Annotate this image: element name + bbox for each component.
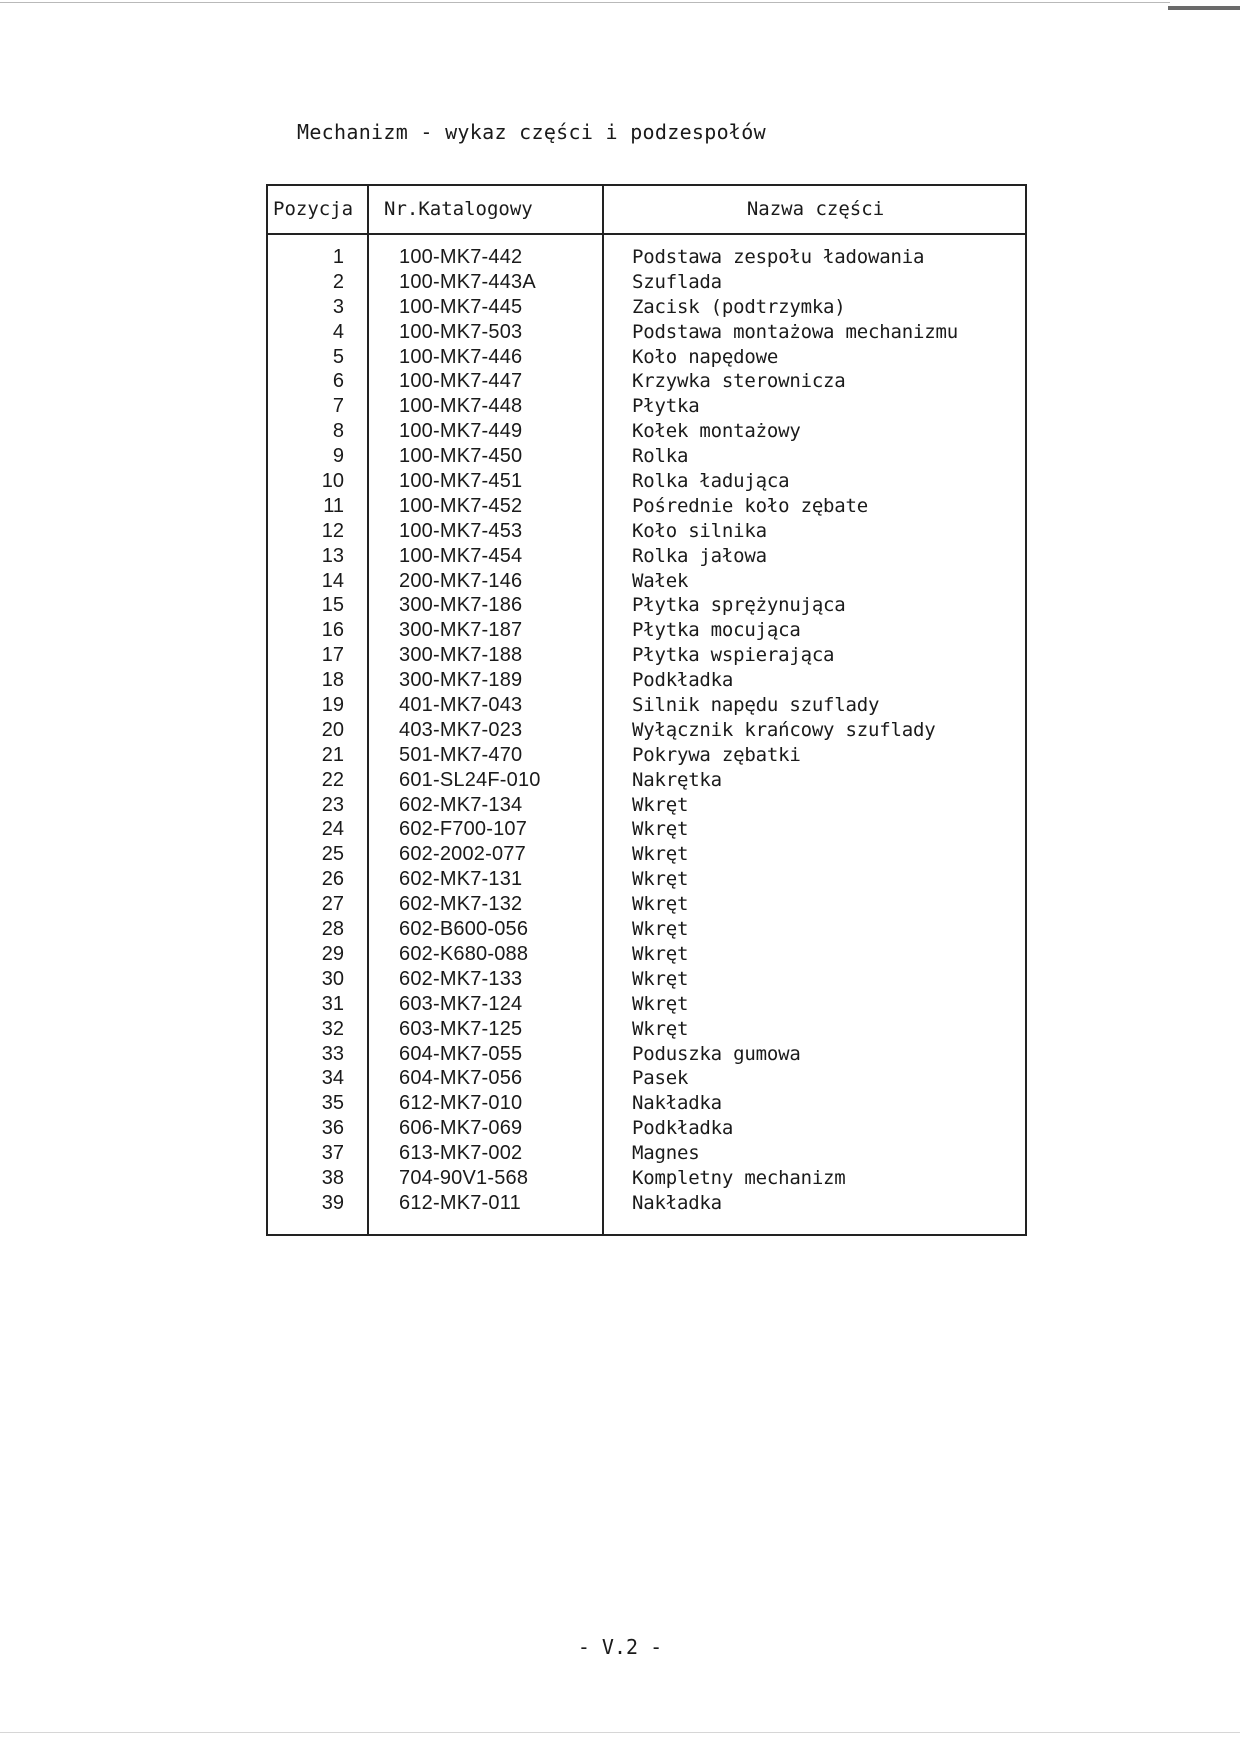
cell-nr-katalogowy: 100-MK7-452 <box>399 494 523 517</box>
cell-nazwa-czesci: Kompletny mechanizm <box>632 1166 846 1189</box>
table-row <box>268 668 1025 693</box>
cell-nr-katalogowy: 606-MK7-069 <box>399 1117 523 1140</box>
cell-nazwa-czesci: Wkręt <box>632 868 689 891</box>
cell-pozycja: 31 <box>321 992 344 1015</box>
cell-pozycja: 9 <box>332 445 344 468</box>
cell-pozycja: 18 <box>321 669 344 692</box>
cell-nazwa-czesci: Podstawa montażowa mechanizmu <box>632 320 958 343</box>
table-row <box>268 1042 1025 1067</box>
table-row <box>268 593 1025 618</box>
cell-nazwa-czesci: Rolka jałowa <box>632 544 767 567</box>
table-row <box>268 519 1025 544</box>
page-number: - V.2 - <box>577 1635 663 1659</box>
cell-nr-katalogowy: 612-MK7-011 <box>399 1191 521 1214</box>
cell-nr-katalogowy: 300-MK7-186 <box>399 594 523 617</box>
table-row <box>268 892 1025 917</box>
cell-nazwa-czesci: Podstawa zespołu ładowania <box>632 246 925 268</box>
cell-nr-katalogowy: 100-MK7-445 <box>399 295 523 318</box>
cell-nr-katalogowy: 100-MK7-450 <box>399 445 523 468</box>
table-row <box>268 270 1025 295</box>
cell-nr-katalogowy: 100-MK7-446 <box>399 345 523 368</box>
table-row <box>268 793 1025 818</box>
cell-nr-katalogowy: 300-MK7-188 <box>399 644 523 667</box>
table-row <box>268 245 1025 270</box>
cell-pozycja: 3 <box>332 295 344 318</box>
cell-nazwa-czesci: Rolka <box>632 445 689 468</box>
cell-nazwa-czesci: Wyłącznik krańcowy szuflady <box>632 718 936 741</box>
cell-nazwa-czesci: Nakrętka <box>632 768 722 791</box>
table-row <box>268 544 1025 569</box>
cell-pozycja: 20 <box>321 718 344 741</box>
table-row <box>268 444 1025 469</box>
cell-pozycja: 27 <box>321 893 344 916</box>
cell-nazwa-czesci: Wkręt <box>632 843 689 866</box>
table-row <box>268 618 1025 643</box>
cell-nazwa-czesci: Nakładka <box>632 1092 722 1115</box>
cell-pozycja: 22 <box>321 768 344 791</box>
cell-nazwa-czesci: Krzywka sterownicza <box>632 370 846 393</box>
cell-nr-katalogowy: 100-MK7-447 <box>399 370 523 393</box>
table-row <box>268 942 1025 967</box>
cell-nazwa-czesci: Wkręt <box>632 793 689 816</box>
cell-nr-katalogowy: 100-MK7-448 <box>399 395 523 418</box>
cell-nazwa-czesci: Szuflada <box>632 270 722 293</box>
cell-nazwa-czesci: Płytka mocująca <box>632 619 801 642</box>
cell-pozycja: 11 <box>323 494 344 517</box>
cell-nr-katalogowy: 100-MK7-453 <box>399 519 523 542</box>
cell-nazwa-czesci: Płytka sprężynująca <box>632 594 846 617</box>
cell-nazwa-czesci: Wkręt <box>632 1017 689 1040</box>
table-row <box>268 842 1025 867</box>
header-divider <box>268 233 1025 235</box>
table-row <box>268 718 1025 743</box>
cell-nr-katalogowy: 602-MK7-132 <box>399 893 523 916</box>
cell-nazwa-czesci: Wkręt <box>632 893 689 916</box>
cell-pozycja: 8 <box>332 420 344 443</box>
cell-pozycja: 24 <box>321 818 344 841</box>
cell-nazwa-czesci: Wkręt <box>632 918 689 941</box>
cell-nr-katalogowy: 612-MK7-010 <box>399 1092 523 1115</box>
cell-pozycja: 2 <box>332 270 344 293</box>
table-row <box>268 867 1025 892</box>
table-row <box>268 345 1025 370</box>
cell-pozycja: 34 <box>321 1067 344 1090</box>
table-row <box>268 394 1025 419</box>
cell-nazwa-czesci: Płytka <box>632 395 700 418</box>
cell-nr-katalogowy: 200-MK7-146 <box>399 569 523 592</box>
cell-nr-katalogowy: 613-MK7-002 <box>399 1142 523 1165</box>
scan-edge-mark <box>1168 6 1240 10</box>
cell-nr-katalogowy: 403-MK7-023 <box>399 718 523 741</box>
cell-nr-katalogowy: 100-MK7-449 <box>399 420 523 443</box>
cell-pozycja: 13 <box>321 544 344 567</box>
cell-pozycja: 16 <box>321 619 344 642</box>
table-row <box>268 992 1025 1017</box>
cell-nr-katalogowy: 602-F700-107 <box>399 818 528 841</box>
table-row <box>268 494 1025 519</box>
table-row <box>268 693 1025 718</box>
table-row <box>268 369 1025 394</box>
cell-pozycja: 28 <box>321 918 344 941</box>
cell-pozycja: 26 <box>321 868 344 891</box>
table-row <box>268 1091 1025 1116</box>
cell-nr-katalogowy: 601-SL24F-010 <box>399 768 541 791</box>
cell-pozycja: 33 <box>321 1042 344 1065</box>
cell-pozycja: 17 <box>321 644 344 667</box>
cell-nr-katalogowy: 100-MK7-442 <box>399 246 523 268</box>
cell-nr-katalogowy: 100-MK7-451 <box>399 470 523 493</box>
cell-nr-katalogowy: 602-MK7-133 <box>399 967 523 990</box>
cell-nazwa-czesci: Magnes <box>632 1142 700 1165</box>
table-row <box>268 1191 1025 1216</box>
table-body <box>268 245 1025 1216</box>
cell-pozycja: 10 <box>321 470 344 493</box>
cell-nr-katalogowy: 603-MK7-124 <box>399 992 523 1015</box>
cell-pozycja: 15 <box>321 594 344 617</box>
cell-pozycja: 4 <box>332 320 344 343</box>
cell-nazwa-czesci: Koło silnika <box>632 519 767 542</box>
cell-nr-katalogowy: 602-K680-088 <box>399 942 529 965</box>
cell-nazwa-czesci: Płytka wspierająca <box>632 644 835 667</box>
cell-pozycja: 23 <box>321 793 344 816</box>
cell-pozycja: 39 <box>321 1191 344 1214</box>
table-row <box>268 569 1025 594</box>
cell-nazwa-czesci: Podkładka <box>632 1117 734 1140</box>
cell-nr-katalogowy: 602-MK7-134 <box>399 793 523 816</box>
table-row <box>268 743 1025 768</box>
table-row <box>268 419 1025 444</box>
cell-nazwa-czesci: Silnik napędu szuflady <box>632 694 880 717</box>
cell-nazwa-czesci: Wkręt <box>632 992 689 1015</box>
cell-pozycja: 30 <box>321 967 344 990</box>
cell-nazwa-czesci: Pokrywa zębatki <box>632 743 801 766</box>
cell-nr-katalogowy: 100-MK7-443A <box>399 270 536 293</box>
cell-nr-katalogowy: 602-2002-077 <box>399 843 526 866</box>
header-nr-katalogowy: Nr.Katalogowy <box>384 198 533 220</box>
cell-pozycja: 37 <box>321 1142 344 1165</box>
cell-nr-katalogowy: 604-MK7-056 <box>399 1067 523 1090</box>
cell-pozycja: 19 <box>321 694 344 717</box>
cell-nr-katalogowy: 401-MK7-043 <box>399 694 523 717</box>
cell-pozycja: 5 <box>332 345 344 368</box>
scan-edge-line <box>0 2 1170 3</box>
cell-pozycja: 7 <box>332 395 344 418</box>
cell-nr-katalogowy: 300-MK7-189 <box>399 669 523 692</box>
cell-nazwa-czesci: Wałek <box>632 569 689 592</box>
table-row <box>268 643 1025 668</box>
cell-nazwa-czesci: Wkręt <box>632 967 689 990</box>
table-row <box>268 469 1025 494</box>
document-title: Mechanizm - wykaz części i podzespołów <box>297 120 766 144</box>
cell-nr-katalogowy: 704-90V1-568 <box>399 1166 529 1189</box>
cell-nazwa-czesci: Koło napędowe <box>632 345 779 368</box>
cell-nr-katalogowy: 100-MK7-454 <box>399 544 523 567</box>
table-row <box>268 1116 1025 1141</box>
cell-nr-katalogowy: 602-B600-056 <box>399 918 529 941</box>
cell-pozycja: 35 <box>321 1092 344 1115</box>
cell-nazwa-czesci: Poduszka gumowa <box>632 1042 801 1065</box>
cell-pozycja: 1 <box>332 246 344 268</box>
cell-pozycja: 32 <box>321 1017 344 1040</box>
cell-pozycja: 25 <box>321 843 344 866</box>
table-row <box>268 295 1025 320</box>
cell-nr-katalogowy: 604-MK7-055 <box>399 1042 523 1065</box>
cell-nr-katalogowy: 501-MK7-470 <box>399 743 523 766</box>
cell-nr-katalogowy: 100-MK7-503 <box>399 320 523 343</box>
parts-table <box>266 184 1027 1236</box>
cell-nr-katalogowy: 602-MK7-131 <box>399 868 523 891</box>
scan-edge-line <box>0 1732 1240 1733</box>
cell-nazwa-czesci: Zacisk (podtrzymka) <box>632 295 846 318</box>
cell-pozycja: 12 <box>321 519 344 542</box>
table-row <box>268 967 1025 992</box>
cell-pozycja: 38 <box>321 1166 344 1189</box>
cell-pozycja: 36 <box>321 1117 344 1140</box>
cell-pozycja: 6 <box>332 370 344 393</box>
cell-nazwa-czesci: Kołek montażowy <box>632 420 801 443</box>
cell-pozycja: 21 <box>321 743 344 766</box>
cell-nazwa-czesci: Podkładka <box>632 669 734 692</box>
cell-nazwa-czesci: Pośrednie koło zębate <box>632 494 869 517</box>
cell-nr-katalogowy: 603-MK7-125 <box>399 1017 523 1040</box>
table-row <box>268 917 1025 942</box>
table-row <box>268 1166 1025 1191</box>
cell-nazwa-czesci: Pasek <box>632 1067 689 1090</box>
cell-nazwa-czesci: Rolka ładująca <box>632 470 790 493</box>
cell-nr-katalogowy: 300-MK7-187 <box>399 619 523 642</box>
cell-nazwa-czesci: Nakładka <box>632 1191 722 1214</box>
table-row <box>268 817 1025 842</box>
cell-nazwa-czesci: Wkręt <box>632 818 689 841</box>
cell-pozycja: 29 <box>321 942 344 965</box>
header-nazwa-czesci: Nazwa części <box>746 198 885 220</box>
cell-pozycja: 14 <box>321 569 344 592</box>
cell-nazwa-czesci: Wkręt <box>632 942 689 965</box>
table-row <box>268 1066 1025 1091</box>
header-pozycja: Pozycja <box>273 198 354 220</box>
table-row <box>268 1141 1025 1166</box>
table-row <box>268 768 1025 793</box>
table-row <box>268 1017 1025 1042</box>
table-row <box>268 320 1025 345</box>
